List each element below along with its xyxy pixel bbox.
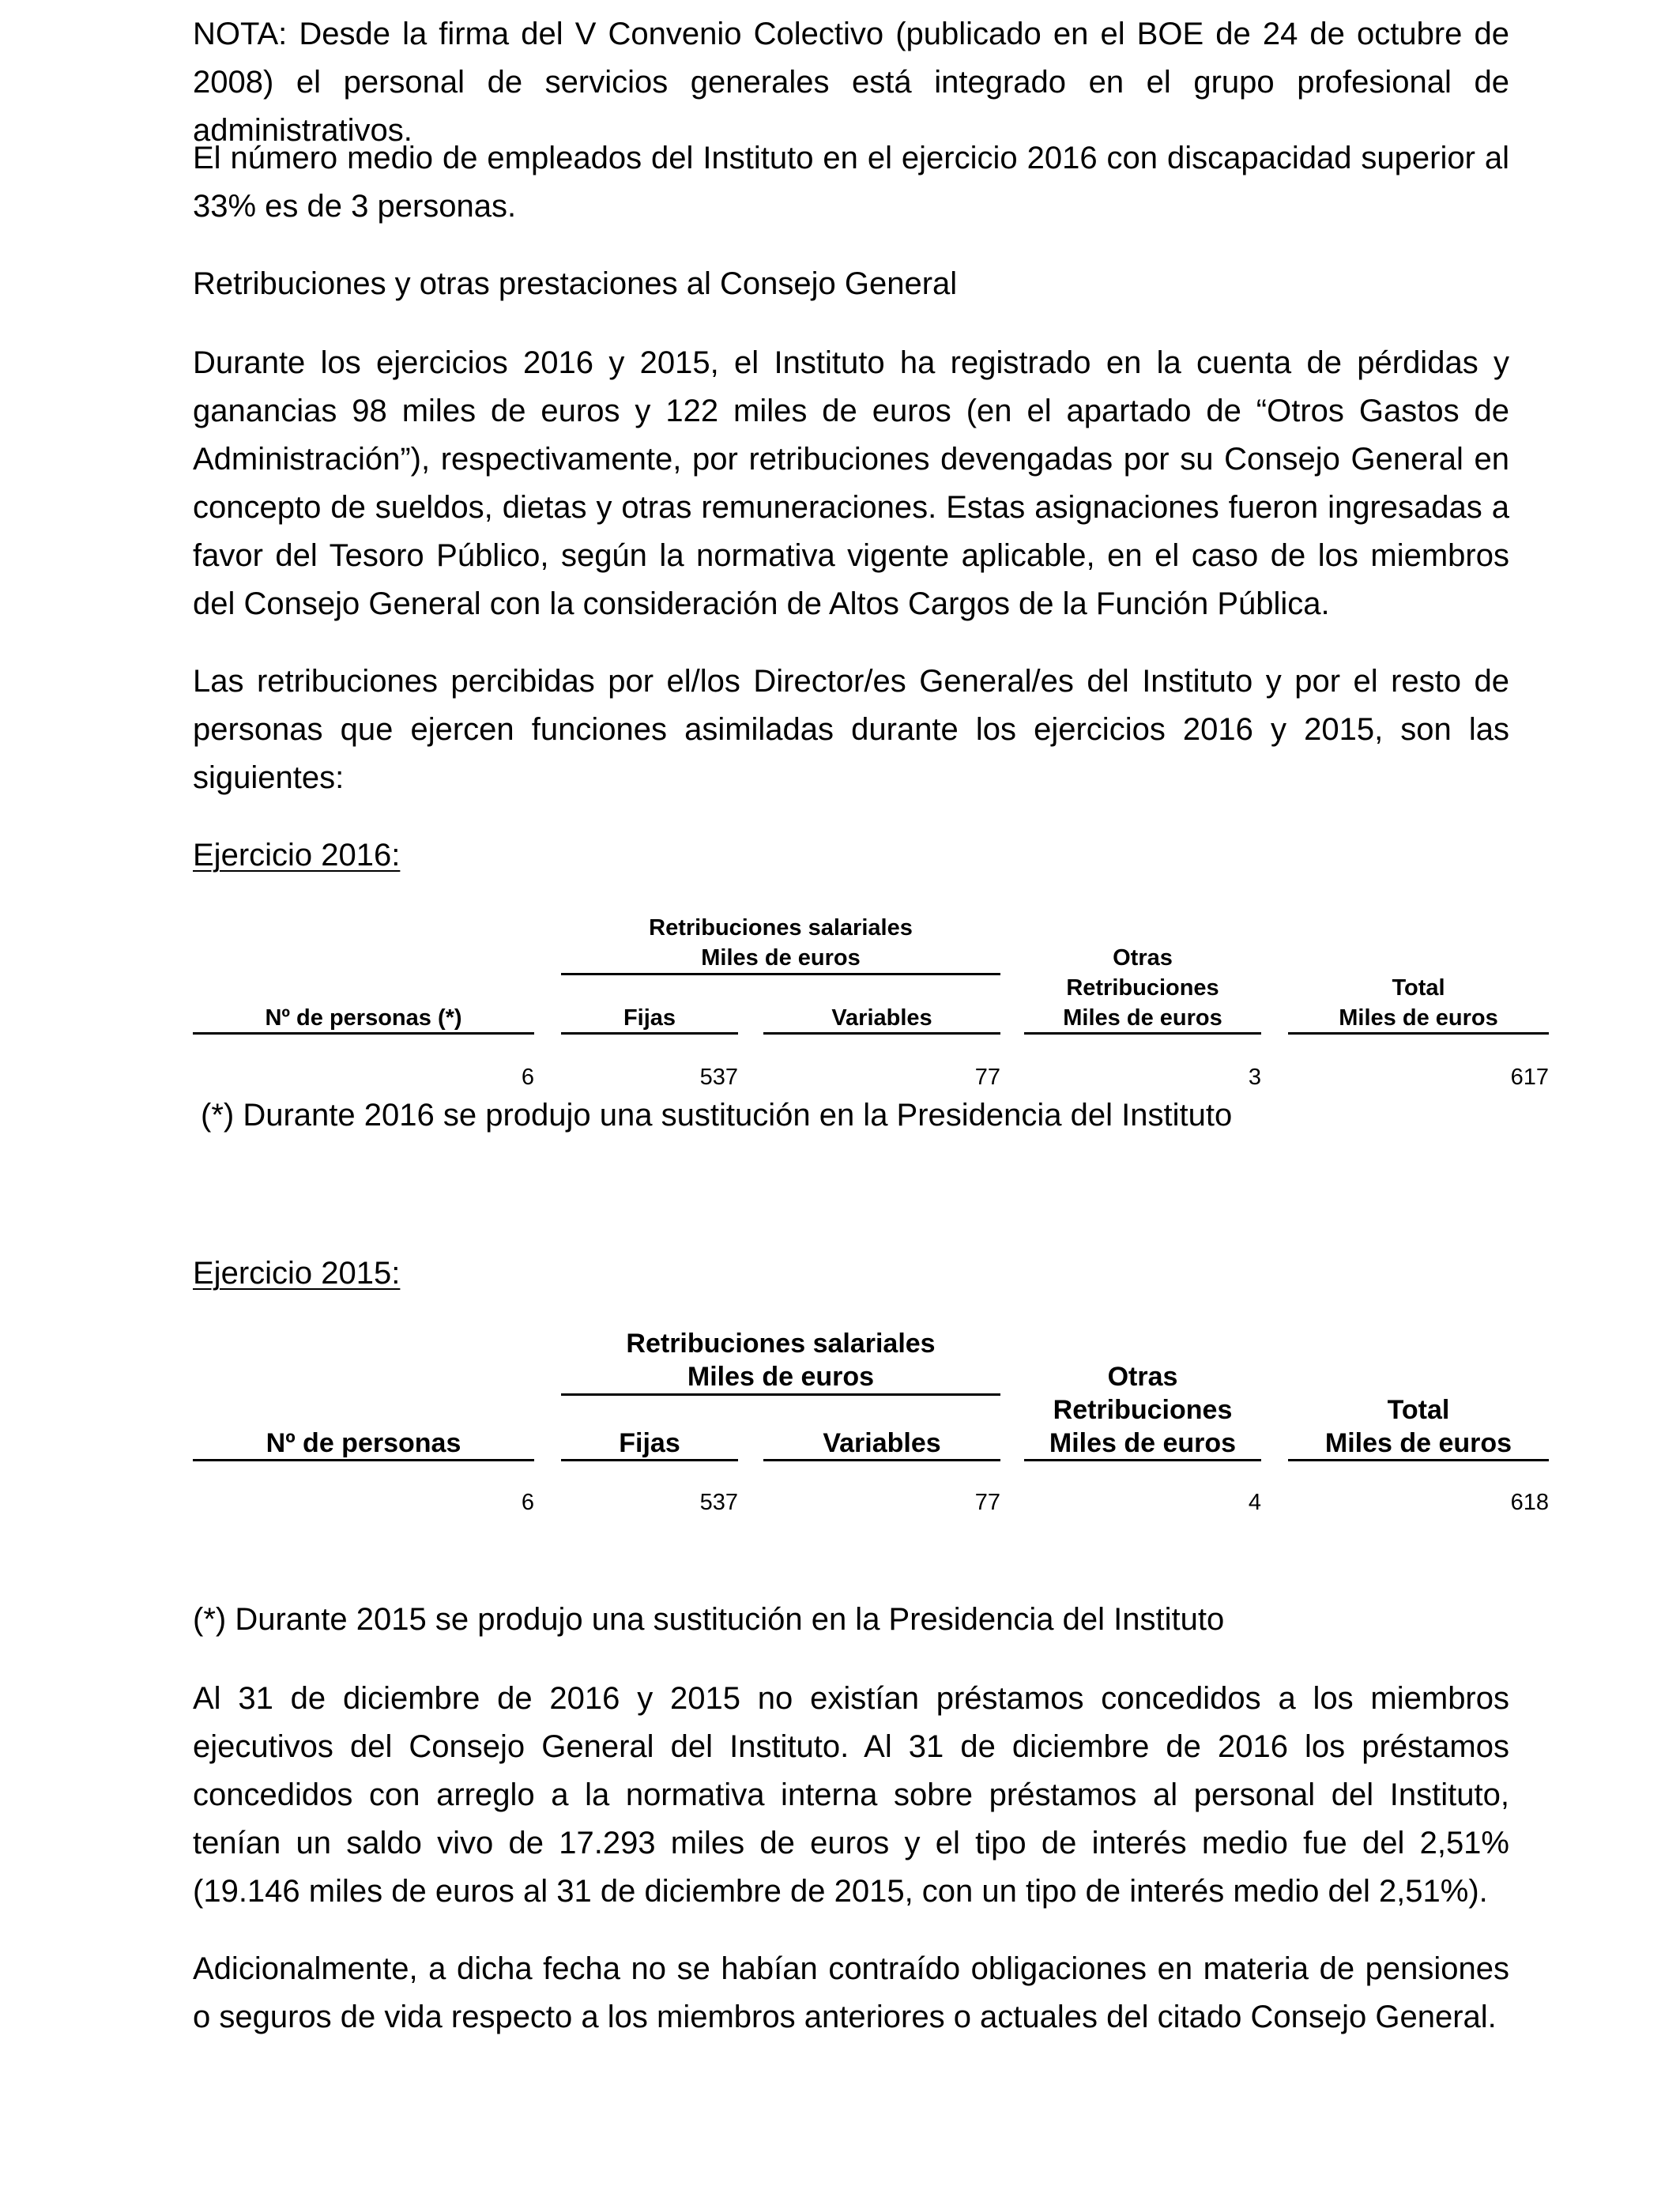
cell-fijas: 537 (699, 1490, 738, 1515)
table-2016-note: (*) Durante 2016 se produjo una sustitución en la Presidencia del Instituto (201, 1098, 1233, 1133)
col-otras-line2: Retribuciones (1053, 1395, 1233, 1425)
group-header-rule (561, 1393, 1000, 1396)
col-personas: Nº de personas (*) (265, 1005, 462, 1031)
cell-total: 617 (1510, 1065, 1549, 1090)
col-rule (1024, 1459, 1261, 1461)
cell-variables: 77 (974, 1065, 1000, 1090)
cell-otras: 4 (1248, 1490, 1261, 1515)
col-rule (763, 1032, 1000, 1035)
col-rule (1288, 1032, 1549, 1035)
group-header: Retribuciones salariales (626, 1329, 936, 1359)
col-variables: Variables (831, 1005, 932, 1031)
table-2015-title: Ejercicio 2015: (193, 1256, 401, 1291)
col-total-line1: Total (1387, 1395, 1450, 1425)
group-header: Retribuciones salariales (649, 915, 913, 941)
col-variables: Variables (823, 1428, 941, 1458)
paragraph-adicionalmente: Adicionalmente, a dicha fecha no se habían contraído obligaciones en materia de pensiones o seguros de vida respecto a los miembros anteriores o actuales del citado Consejo General. (193, 1951, 1509, 2034)
col-total-line2: Miles de euros (1339, 1005, 1498, 1031)
col-fijas: Fijas (619, 1428, 680, 1458)
group-header-unit: Miles de euros (687, 1362, 875, 1392)
col-otras-line2: Retribuciones (1066, 975, 1219, 1001)
col-rule (1024, 1032, 1261, 1035)
paragraph-las-retribuciones: Las retribuciones percibidas por el/los Director/es General/es del Instituto y por el resto de personas que ejercen funciones asimiladas durante los ejercicios 2016 y 2015, son las siguientes: (193, 664, 1509, 795)
col-otras-line1: Otras (1107, 1362, 1178, 1392)
col-rule (561, 1032, 738, 1035)
table-2016-title: Ejercicio 2016: (193, 838, 401, 873)
cell-personas: 6 (521, 1490, 534, 1515)
col-rule (193, 1032, 534, 1035)
col-total-line2: Miles de euros (1324, 1428, 1512, 1458)
table-2015-note: (*) Durante 2015 se produjo una sustitución en la Presidencia del Instituto (193, 1602, 1225, 1637)
cell-variables: 77 (974, 1490, 1000, 1515)
table-2015 (0, 1327, 1680, 1532)
col-rule (193, 1459, 534, 1461)
cell-fijas: 537 (699, 1065, 738, 1090)
col-otras-line3: Miles de euros (1049, 1428, 1237, 1458)
group-header-rule (561, 973, 1000, 975)
col-otras-line1: Otras (1113, 945, 1173, 971)
col-rule (1288, 1459, 1549, 1461)
cell-otras: 3 (1248, 1065, 1261, 1090)
paragraph-empleados: El número medio de empleados del Instituto en el ejercicio 2016 con discapacidad superior al 33% es de 3 personas. (193, 141, 1509, 224)
cell-total: 618 (1510, 1490, 1549, 1515)
paragraph-nota: NOTA: Desde la firma del V Convenio Colectivo (publicado en el BOE de 24 de octubre de 2008) el personal de servicios generales está integrado en el grupo profesional de administrativos. (193, 17, 1509, 148)
section-heading: Retribuciones y otras prestaciones al Consejo General (193, 266, 958, 301)
col-total-line1: Total (1392, 975, 1445, 1001)
table-2016 (0, 913, 1680, 1103)
cell-personas: 6 (521, 1065, 534, 1090)
paragraph-al31: Al 31 de diciembre de 2016 y 2015 no existían préstamos concedidos a los miembros ejecutivos del Consejo General del Instituto. Al 31 de diciembre de 2016 los préstamos concedidos con arreglo a la normativa interna sobre préstamos al personal del Instituto, tenían un saldo vivo de 17.293 miles de euros y el tipo de interés medio fue del 2,51% (19.146 miles de euros al 31 de diciembre de 2015, con un tipo de interés medio del 2,51%). (193, 1681, 1509, 1909)
col-personas: Nº de personas (266, 1428, 461, 1458)
col-fijas: Fijas (623, 1005, 676, 1031)
group-header-unit: Miles de euros (701, 945, 861, 971)
col-rule (763, 1459, 1000, 1461)
col-rule (561, 1459, 738, 1461)
paragraph-durante: Durante los ejercicios 2016 y 2015, el Instituto ha registrado en la cuenta de pérdidas y ganancias 98 miles de euros y 122 miles de euros (en el apartado de “Otros Gastos de Administración”), respectivamente, por retribuciones devengadas por su Consejo General en concepto de sueldos, dietas y otras remuneraciones. Estas asignaciones fueron ingresadas a favor del Tesoro Público, según la normativa vigente aplicable, en el caso de los miembros del Consejo General con la consideración de Altos Cargos de la Función Pública. (193, 345, 1509, 621)
col-otras-line3: Miles de euros (1063, 1005, 1222, 1031)
